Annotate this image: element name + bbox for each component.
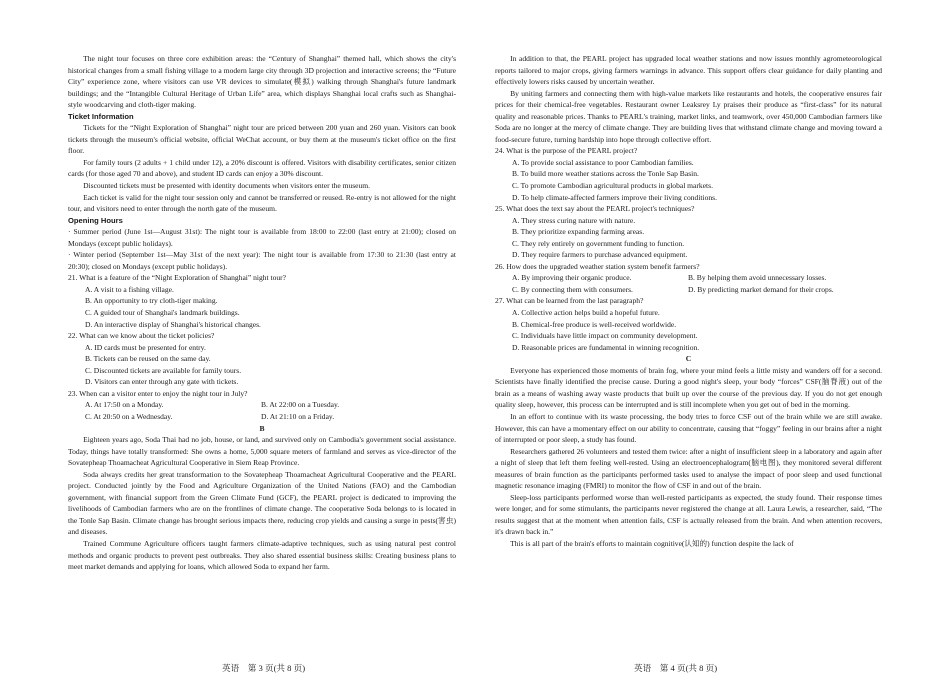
question-21-option-d: D. An interactive display of Shanghai's historical changes. — [85, 319, 261, 329]
question-27-option-b: B. Chemical-free produce is well-received worldwide. — [512, 319, 677, 329]
ticket-paragraph-3: Discounted tickets must be presented with identity documents when visitors enter the museum. — [83, 181, 371, 191]
passage-c-paragraph-3: Researchers gathered 26 volunteers and tested them twice: after a night of insufficient sleep in a laboratory and again after a night of sleep that left them feeling well-rested. Using an electroencephalogram(脑电图), they monitored several different measures of brain function as the participants performed tasks used to analyse the impact of poor sleep and used functional magnetic resonance imaging (FMRI) to monitor the flow of CSF in and out of the brain. — [495, 446, 882, 491]
question-23-options-row-2 — [68, 411, 456, 423]
question-22-option-c: C. Discounted tickets are available for family tours. — [85, 365, 242, 375]
question-25-stem: 25. What does the text say about the PEARL project's techniques? — [495, 204, 695, 214]
winter-hours: · Winter period (September 1st—May 31st of the next year): The night tour is available from 17:30 to 21:30 (last entry at 20:30); closed on Mondays (except public holidays). — [68, 250, 456, 271]
passage-c-paragraph-1: Everyone has experienced those moments of brain fog, where your mind feels a little misty and wanders off for a second. Scientists have finally identified the precise cause. During a good night's sleep, your body “forces” CSF(脑脊液) out of the brain as a means of washing away waste products that built up over the course of the previous day. If you do not get enough quality sleep, however, this process can be interrupted and is still incomplete when you get out of bed in the morning. — [495, 365, 882, 410]
question-21-option-a: A. A visit to a fishing village. — [85, 284, 174, 294]
question-23-stem: 23. When can a visitor enter to enjoy the night tour in July? — [68, 388, 248, 398]
question-26-stem: 26. How does the upgraded weather station system benefit farmers? — [495, 261, 700, 271]
right-column — [495, 53, 882, 550]
question-26-option-a: A. By improving their organic produce. — [512, 273, 632, 283]
ticket-paragraph-2: For family tours (2 adults + 1 child under 12), a 20% discount is offered. Visitors with disability certificates, senior citizen cards (for those aged 70 and above), and student ID cards can enjoy a 30% discount. — [68, 157, 456, 179]
question-27-option-a: A. Collective action helps build a hopeful future. — [512, 308, 660, 318]
passage-b-paragraph-3: Trained Commune Agriculture officers taught farmers climate-adaptive techniques, such as using natural pest control methods and organic products to prevent pest outbreaks. They also shared essential business skills: Creating business plans to meet market demands and applying for loans, which allowed Soda to expand her farm. — [68, 538, 456, 572]
intro-paragraph: The night tour focuses on three core exhibition areas: the “Century of Shanghai” themed hall, which shows the city's historical changes from a small fishing village to a modern large city through 3D projection and interactive screens; the “Future City” experience zone, where visitors can use VR devices to simulate(模拟) walking through Shanghai's future landmark buildings; and the “Intangible Cultural Heritage of Urban Life” area, which displays Shanghai local crafts such as Shanghai-style woodcarving and cloth-tiger making. — [68, 54, 456, 110]
ticket-paragraph-1: Tickets for the “Night Exploration of Shanghai” night tour are priced between 200 yuan and 260 yuan. Visitors can book tickets through the museum's official website, official WeChat account, or buy them at the museum's ticket office on the first floor. — [68, 123, 456, 156]
question-22-option-b: B. Tickets can be reused on the same day. — [85, 354, 211, 364]
passage-c-paragraph-5: This is all part of the brain's efforts to maintain cognitive(认知的) function despite the lack of — [510, 538, 794, 548]
question-26-option-b: B. By helping them avoid unnecessary losses. — [688, 273, 827, 283]
passage-b-paragraph-5: By uniting farmers and connecting them with high-value markets like restaurants and hotels, the cooperative ensures fair prices for their chemical-free vegetables. Restaurant owner Leaksrey Ly praises their produce as “first-class” for its natural quality and reasonable prices. Thanks to PEARL's training, market links, and teamwork, over 450,000 Cambodian farmers like Soda are no longer at the mercy of climate change. They are building lives that withstand climate change and moving toward a food-secure future, turning hardship into hope through collective effort. — [495, 88, 882, 144]
page-footer-3: 英语 第 3 页(共 8 页) — [222, 663, 306, 673]
question-26-option-d: D. By predicting market demand for their crops. — [688, 284, 834, 294]
question-23-option-a: A. At 17:50 on a Monday. — [85, 400, 164, 410]
section-c-heading: C — [685, 354, 692, 364]
ticket-paragraph-4: Each ticket is valid for the night tour session only and cannot be transferred or reused. Re-entry is not allowed for the night tour, and visitors need to enter through the north gate of the museum. — [68, 192, 456, 214]
passage-b-paragraph-1: Eighteen years ago, Soda Thai had no job, house, or land, and survived only on Cambodia's government social assistance. Today, things have totally transformed: She owns a home, 5,000 square meters of farmland and serves as vice-director of the Sovatepheap Thoamacheat Agricultural Cooperative in Siem Reap Province. — [68, 435, 456, 468]
question-25-option-a: A. They stress curing nature with nature. — [512, 215, 636, 225]
question-22-option-a: A. ID cards must be presented for entry. — [85, 342, 206, 352]
question-25-option-d: D. They require farmers to purchase advanced equipment. — [512, 250, 688, 260]
opening-hours-heading: Opening Hours — [68, 215, 123, 225]
question-26-option-c: C. By connecting them with consumers. — [512, 284, 633, 294]
question-26-options-row-1 — [495, 272, 882, 284]
question-21-stem: 21. What is a feature of the “Night Exploration of Shanghai” night tour? — [68, 273, 287, 283]
question-21-option-b: B. An opportunity to try cloth-tiger making. — [85, 296, 218, 306]
question-26-options-row-2 — [495, 284, 882, 296]
question-27-option-c: C. Individuals have little impact on community development. — [512, 331, 698, 341]
question-25-option-b: B. They prioritize expanding farming areas. — [512, 227, 645, 237]
question-27-option-d: D. Reasonable prices are fundamental in winning recognition. — [512, 342, 700, 352]
question-24-option-d: D. To help climate-affected farmers improve their living conditions. — [512, 192, 717, 202]
question-24-option-a: A. To provide social assistance to poor Cambodian families. — [512, 157, 694, 167]
question-23-option-c: C. At 20:50 on a Wednesday. — [85, 411, 173, 421]
summer-hours: · Summer period (June 1st—August 31st): The night tour is available from 18:00 to 22:00 (last entry at 21:00); closed on Mondays (except public holidays). — [68, 227, 456, 248]
question-23-options-row-1 — [68, 399, 456, 411]
passage-c-paragraph-4: Sleep-loss participants performed worse than well-rested participants as expected, the study found. Their response times were longer, and for some stimulants, the participants never registered the change at all. Laura Lewis, a researcher, said, “The results suggest that at the moment when attention fails, CSF is actually released from the brain. And when attention recovers, it's drawn back in.” — [495, 492, 882, 537]
question-21-option-c: C. A guided tour of Shanghai's landmark buildings. — [85, 308, 240, 318]
question-24-option-b: B. To build more weather stations across the Tonle Sap Basin. — [512, 169, 699, 179]
page-footer-4: 英语 第 4 页(共 8 页) — [634, 663, 718, 673]
question-24-stem: 24. What is the purpose of the PEARL project? — [495, 146, 638, 156]
question-23-option-d: D. At 21:10 on a Friday. — [261, 411, 335, 421]
passage-b-paragraph-4: In addition to that, the PEARL project has upgraded local weather stations and now issues monthly agrometeorological reports tailored to major crops, giving farmers warnings in advance. This support offers clear guidance for daily planting and effectively lowers risks caused by uncertain weather. — [495, 54, 882, 87]
question-22-stem: 22. What can we know about the ticket policies? — [68, 331, 215, 341]
question-23-option-b: B. At 22:00 on a Tuesday. — [261, 400, 340, 410]
section-b-heading: B — [259, 423, 265, 433]
question-24-option-c: C. To promote Cambodian agricultural products in global markets. — [512, 181, 713, 191]
ticket-info-heading: Ticket Information — [68, 111, 134, 121]
passage-c-paragraph-2: In an effort to continue with its waste processing, the body tries to force CSF out of the brain while we are still awake. However, this can have a momentary effect on our ability to concentrate, causing that “foggy” feeling in our brains after a night of interrupted or poor sleep, a study has found. — [495, 411, 882, 445]
question-22-option-d: D. Visitors can enter through any gate with tickets. — [85, 377, 239, 387]
question-25-option-c: C. They rely entirely on government funding to function. — [512, 238, 685, 248]
question-27-stem: 27. What can be learned from the last paragraph? — [495, 296, 644, 306]
left-column — [68, 53, 456, 573]
passage-b-paragraph-2: Soda always credits her great transformation to the Sovatepheap Thoamacheat Agricultural Cooperative and the PEARL project. Conducted jointly by the Food and Agriculture Organization of the United Nations (FAO) and the Cambodian government, with financial support from the Green Climate Fund (GCF), the PEARL project is dedicated to improving the livelihoods of Cambodian farmers who are on the frontlines of climate change. The cooperative Soda belongs to is located in the Tonle Sap Basin. Climate change has brought serious impacts there, reducing crop yields and causing a surge in pests(害虫) and diseases. — [68, 469, 456, 537]
